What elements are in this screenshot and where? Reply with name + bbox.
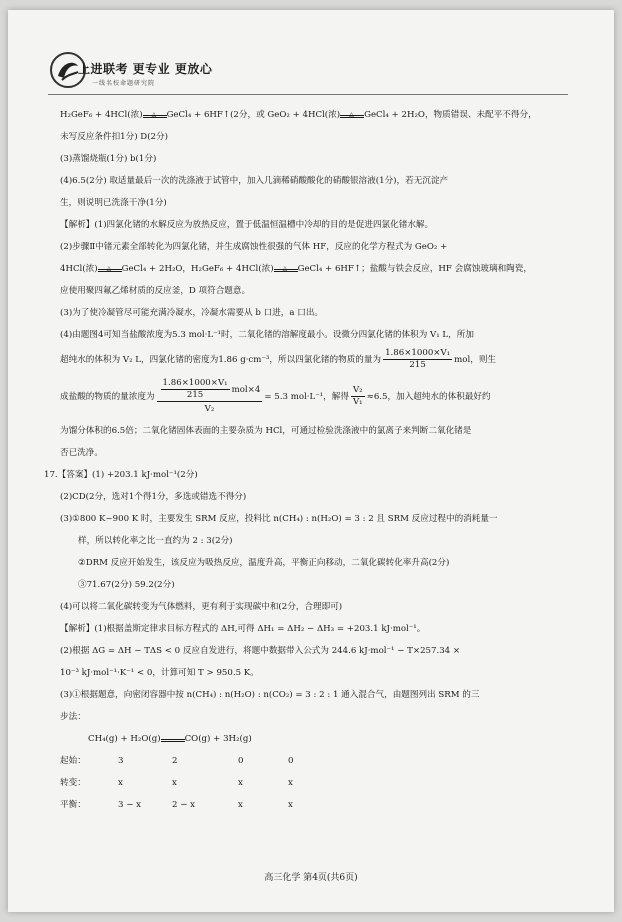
text-line: 否已洗净。 [60,448,103,458]
text-line: 【解析】(1)四氯化锗的水解反应为放热反应，置于低温恒温槽中冷却的目的是促进四氯化锗水解。 [60,220,434,230]
answer-content [44,104,570,816]
question-17-answer: 17.【答案】(1) +203.1 kJ·mol⁻¹(2分) [44,470,198,480]
header-slogan: 上进联考 更专业 更放心 [78,62,213,76]
text-line: (4)可以将二氧化碳转变为气体燃料，更有利于实现碳中和(2分，合理即可) [60,602,343,612]
heat-equilibrium-arrow-icon: △ [274,265,298,273]
text-line: (3)①根据题意，向密闭容器中按 n(CH₄) : n(H₂O) : n(CO₂) = 3 : 2 : 1 通入混合气，由题图列出 SRM 的三 [60,690,480,700]
text-line: ③71.67(2分) 59.2(2分) [78,580,175,590]
text-line: (4)由题图4可知当盐酸浓度为5.3 mol·L⁻¹时，二氧化锗的溶解度最小。设微分四氯化锗的体积为 V₁ L，所加 [60,330,474,340]
fraction: $\frac{\text{V₂}}{\text{V₁}}$ [352,385,363,407]
text-line: 4HCl(浓) △ GeCl₄ + 2H₂O，H₂GeF₆ + 4HCl(浓) △ GeCl₄ + 6HF↑；盐酸与铁会反应，HF 会腐蚀玻璃和陶瓷， [60,264,532,274]
table-row: 平衡： 3 − x 2 − x x x [60,800,293,810]
compound-fraction: $\frac{\text{1.86×1000×V₁}}{215}$ mol×4 V₂ [157,378,263,416]
text-line: 10⁻³ kJ·mol⁻¹·K⁻¹ < 0，计算可知 T > 950.5 K。 [60,668,259,678]
text-line: ②DRM 反应开始发生，该反应为吸热反应，温度升高，平衡正向移动，二氧化碳转化率升高(2分) [78,558,450,568]
table-row: 起始： 3 2 0 0 [60,756,294,766]
text-line: (3)蒸馏烧瓶(1分) b(1分) [60,154,157,164]
header-subslogan: 一线名校命题研究院 [92,80,156,87]
heat-equilibrium-arrow-icon: △ [340,111,364,119]
fraction: $\frac{\text{1.86×1000×V₁}}{215}$ [162,377,228,400]
text-line: 生，则说明已洗涤干净(1分) [60,198,167,208]
text-line: 成盐酸的物质的量浓度为 $\frac{\text{1.86×1000×V₁}}{215}$ mol×4 V₂ = 5.3 mol·L⁻¹，解得 $\frac{\text{V₂}}{\text{V₁}}$ ≈6.5，加入超纯水的体积最好约 [60,377,491,414]
three-step-table [60,728,570,816]
text-line: (3)①800 K~900 K 时，主要发生 SRM 反应，投料比 n(CH₄) : n(H₂O) = 3 : 2 且 SRM 反应过程中的消耗量一 [60,514,498,524]
text-line: 应使用聚四氟乙烯材质的反应釜，D 项符合题意。 [60,286,251,296]
text-line: (2)根据 ΔG = ΔH − TΔS < 0 反应自发进行，将题中数据带入公式为 244.6 kJ·mol⁻¹ − T×257.34 × [60,646,461,656]
reaction-equation: CH₄(g) + H₂O(g) CO(g) + 3H₂(g) [88,734,252,744]
fraction: $\frac{\text{1.86×1000×V₁}}{215}$ [385,348,451,370]
text-line: H₂GeF₆ + 4HCl(浓) △ GeCl₄ + 6HF↑(2分，或 GeO₂ + 4HCl(浓) △ GeCl₄ + 2H₂O，物质错误、未配平不得分， [60,110,537,120]
document-page [8,10,614,912]
table-row: 转变： x x x x [60,778,293,788]
equilibrium-arrow-icon [161,735,185,743]
text-line: (2)步骤Ⅱ中锗元素全部转化为四氯化锗，并生成腐蚀性很强的气体 HF，反应的化学方程式为 GeO₂ + [60,242,448,252]
text-line: 为馏分体积的6.5倍；二氧化锗固体表面的主要杂质为 HCl，可通过检验洗涤液中的氯离子来判断二氧化锗是 [60,426,472,436]
page-footer: 高三化学 第4页(共6页) [264,873,358,883]
text-line: (2)CD(2分，选对1个得1分，多选或错选不得分) [60,492,247,502]
text-line: 步法： [60,712,86,722]
text-line: (3)为了使冷凝管尽可能充满冷凝水，冷凝水需要从 b 口进，a 口出。 [60,308,324,318]
heat-equilibrium-arrow-icon: △ [143,111,167,119]
text-line: 超纯水的体积为 V₂ L，四氯化锗的密度为1.86 g·cm⁻³，所以四氯化锗的物质的量为 $\frac{\text{1.86×1000×V₁}}{215}$ mol，则生 [60,348,497,370]
text-line: 【解析】(1)根据盖斯定律求目标方程式的 ΔH,可得 ΔH₁ = ΔH₂ − ΔH₃ = +203.1 kJ·mol⁻¹。 [60,624,426,634]
header-divider [48,94,568,95]
text-line: (4)6.5(2分) 取适量最后一次的洗涤液于试管中，加入几滴稀硝酸酸化的硝酸银溶液(1分)，若无沉淀产 [60,176,449,186]
header [48,50,248,94]
text-line: 未写反应条件扣1分) D(2分) [60,132,168,142]
heat-equilibrium-arrow-icon: △ [98,265,122,273]
text-line: 样，所以转化率之比一直约为 2 : 3(2分) [78,536,233,546]
